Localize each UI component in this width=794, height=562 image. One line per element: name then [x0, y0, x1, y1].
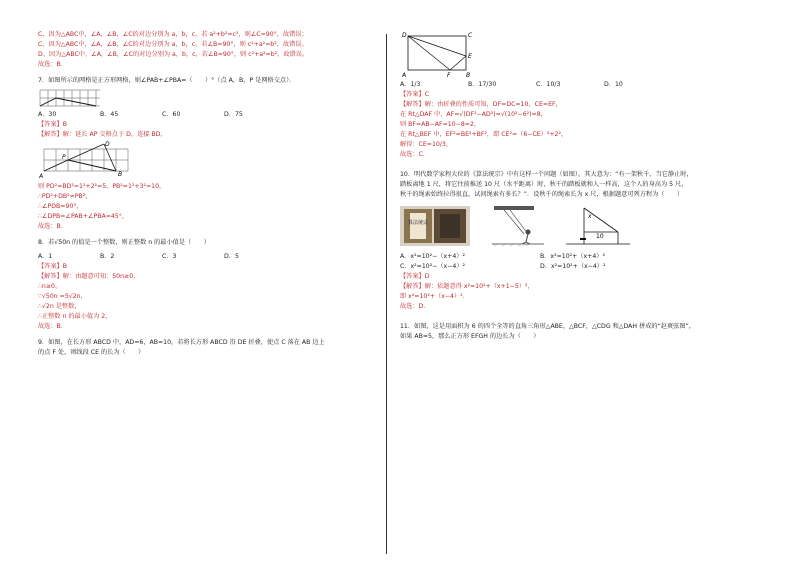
answer-tag: 【答案】D — [400, 273, 430, 280]
solution-line: D、因为△ABC中，∠A，∠B，∠C的对边分别为 a，b，c，若∠B=90°，则 c²+a²=b²，故错误。 — [38, 51, 309, 58]
solution-line: 则 BF=AB−AF=10−8=2， — [400, 121, 481, 128]
solution-line: ∴n≥0， — [38, 283, 62, 290]
option-b: B．17/30 — [468, 81, 497, 88]
question-9-stem: 9．如图，在长方形 ABCD 中，AD=6，AB=10，若将长方形 ABCD 沿 DE 折叠，使点 C 落在 AB 边上 — [38, 339, 325, 346]
solution-line: ∴∠DPB=∠PAB+∠PBA=45°， — [38, 213, 129, 220]
question-10-stem: 10．明代数学家程大位的《算法统宗》中有这样一个问题（如图），其大意为：“有一架秋千，当它静止时， — [400, 171, 693, 178]
question-7-stem: 7．如图所示的网格是正方形网格，则∠PAB+∠PBA=（ ）°（点 A，B，P 是网格交点）． — [38, 77, 296, 84]
option-a: A．x²=10²−（x+4）² — [400, 253, 465, 260]
answer-conclusion: 故选：C． — [400, 151, 430, 158]
swing-drawing — [490, 204, 546, 248]
answer-conclusion: 故选：B． — [38, 223, 67, 230]
solution-line: ∴正整数 n 的最小值为 2， — [38, 313, 112, 320]
solution-line: ∵√50n =5√2n， — [38, 293, 87, 300]
answer-tag: 【答案】B — [38, 121, 67, 128]
option-a: A．1 — [38, 253, 53, 260]
question-9-figure — [400, 30, 740, 80]
option-b: B．x²=10²+（x+4）² — [540, 253, 605, 260]
solution-line: ∴∠PDB=90°， — [38, 203, 83, 210]
option-b: B．45 — [100, 111, 119, 118]
option-a: A．1/3 — [400, 81, 421, 88]
answer-conclusion: 故选：B． — [38, 323, 67, 330]
label-b: B — [118, 171, 123, 178]
question-9-options — [400, 80, 740, 90]
analysis-line: 【解答】解：依题意得 x²=10²+（x+1−5）²， — [400, 283, 534, 290]
label-x: x — [588, 213, 592, 220]
label-c: C — [468, 32, 473, 39]
book-title: 算法统宗 — [407, 220, 429, 226]
label-e: E — [468, 53, 472, 60]
analysis-line: 【解答】解：由题意可知：50n≥0， — [38, 273, 140, 280]
solution-line: 即 x²=10²+（x−4）²． — [400, 293, 469, 300]
solution-line: ∴√2n 是整数， — [38, 303, 81, 310]
label-a: A — [39, 173, 44, 180]
question-9-stem: 的点 F 处，则线段 CE 的长为（ ） — [38, 349, 145, 356]
question-10-stem: 秋千的绳索始终拉得很直，试问绳索有多长？”．设秋千的绳索长为 x 尺，根据题意可列方程为（ ） — [400, 191, 684, 198]
question-11-stem: 11．如图，这是用面积为 6 的四个全等的直角三角形△ABE，△BCF，△CDG 和△DAH 拼成的“赵爽弦图”， — [400, 323, 695, 330]
option-d: D．10 — [604, 81, 623, 88]
document-page — [24, 30, 772, 550]
swing-geometry-diagram — [564, 204, 634, 248]
solution-line: C、因为△ABC中，∠A，∠B，∠C的对边分别为 a，b，c，若 a²+b²=c²，则∠C=90°，故错误； — [38, 31, 308, 38]
question-7-grid-figure — [38, 86, 368, 110]
analysis-line: 【解答】解：延长 AP 交格点于 D，连接 BD， — [38, 131, 167, 138]
answer-tag: 【答案】B — [38, 263, 67, 270]
question-8-stem: 8．若√50n 的值是一个整数，则正整数 n 的最小值是（ ） — [38, 239, 210, 246]
solution-line: 在 Rt△DAF 中，AF=√(DF²−AD²)=√(10²−6²)=8， — [400, 111, 547, 118]
option-b: B．2 — [100, 253, 115, 260]
left-column — [38, 30, 368, 550]
label-d: D — [105, 141, 110, 148]
answer-conclusion: 故选：D． — [400, 303, 430, 310]
option-d: D．x²=10²+（x−4）² — [540, 263, 606, 270]
label-p: P — [62, 154, 66, 161]
question-10-options-row-2 — [400, 262, 740, 272]
label-a: A — [402, 72, 407, 79]
analysis-line: 【解答】解：由折叠的性质可知，DF=DC=10，CE=EF， — [400, 101, 562, 108]
label-d: D — [402, 32, 407, 39]
question-10-figures — [400, 204, 740, 248]
solution-line: 解得：CE=10/3， — [400, 141, 453, 148]
answer-tag: 【答案】C — [400, 91, 430, 98]
option-c: C．3 — [162, 253, 177, 260]
label-b: B — [466, 72, 471, 79]
option-a: A．30 — [38, 111, 57, 118]
book-photo — [400, 204, 472, 248]
question-7-options — [38, 110, 368, 120]
option-c: C．x²=10²−（x−4）² — [400, 263, 466, 270]
solution-line: 则 PD²=BD²=1²+2²=5，PB²=1²+3²=10， — [38, 183, 166, 190]
question-10-options-row-1 — [400, 252, 740, 262]
label-ten: 10 — [596, 233, 604, 240]
solution-line: C、因为△ABC中，∠A，∠B，∠C的对边分别为 a，b，c，若∠B=90°，则 c²+a²=b²，故错误。 — [38, 41, 308, 48]
question-11-stem: 如果 AB=5，那么正方形 EFGH 的边长为（ ） — [400, 333, 540, 340]
solution-line: 在 Rt△BEF 中，EF²=BE²+BF²，即 CE²=（6−CE）²+2²， — [400, 131, 568, 138]
column-divider — [386, 34, 387, 554]
label-f: F — [447, 72, 451, 79]
option-d: D．75 — [224, 111, 243, 118]
option-d: D．5 — [224, 253, 239, 260]
solution-line: ∴PD²+DB²=PB²， — [38, 193, 92, 200]
question-10-stem: 踏板离地 1 尺，将它往前推送 10 尺（水平距离）时，秋千的踏板就和人一样高，这个人的身高为 5 尺， — [400, 181, 688, 188]
answer-conclusion: 故选：B． — [38, 61, 67, 68]
option-c: C．60 — [162, 111, 181, 118]
right-column — [400, 30, 740, 550]
question-7-solution-figure — [38, 140, 368, 182]
option-c: C．10/3 — [536, 81, 561, 88]
question-8-options — [38, 252, 368, 262]
